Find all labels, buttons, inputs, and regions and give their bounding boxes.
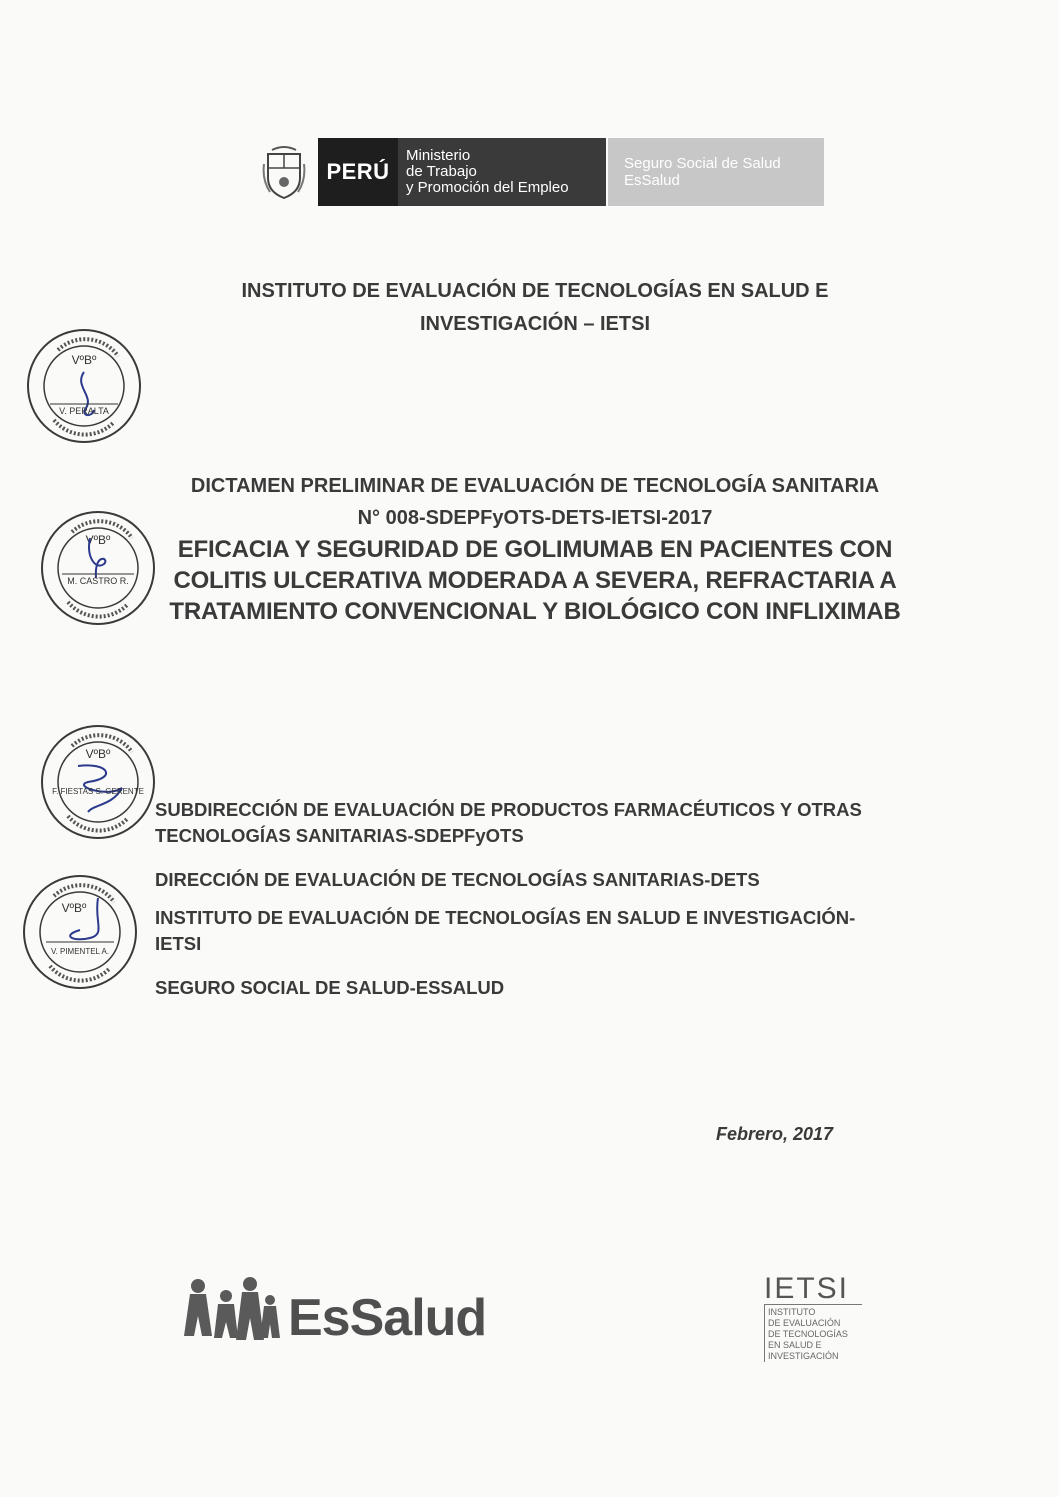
dictamen-heading: [150, 470, 920, 627]
essalud-logo: [178, 1268, 486, 1348]
institute-title-line: INSTITUTO DE EVALUACIÓN DE TECNOLOGÍAS EN SALUD E: [241, 280, 829, 302]
office-line: INSTITUTO DE EVALUACIÓN DE TECNOLOGÍAS EN SALUD E INVESTIGACIÓN-: [155, 907, 856, 928]
approval-seal: [20, 872, 140, 992]
ministry-line: Ministerio: [406, 147, 471, 164]
ietsi-logo: [764, 1274, 874, 1362]
peru-label: PERÚ: [318, 138, 398, 206]
ministry-line: y Promoción del Empleo: [406, 179, 569, 196]
dictamen-subject-line: EFICACIA Y SEGURIDAD DE GOLIMUMAB EN PACIENTES CON: [177, 536, 893, 563]
approval-seal: [24, 326, 144, 446]
ietsi-caption-line: DE TECNOLOGÍAS: [768, 1329, 848, 1339]
office-line: IETSI: [155, 933, 202, 954]
ietsi-caption-line: INVESTIGACIÓN: [768, 1351, 839, 1361]
approval-seal: [38, 508, 158, 628]
office-line: DIRECCIÓN DE EVALUACIÓN DE TECNOLOGÍAS SANITARIAS-DETS: [155, 869, 760, 890]
dictamen-number: N° 008-SDEPFyOTS-DETS-IETSI-2017: [357, 507, 713, 529]
seal-name: V. PERALTA: [59, 406, 109, 416]
seal-name: M. CASTRO R.: [67, 576, 129, 586]
document-date: Febrero, 2017: [716, 1124, 834, 1144]
ietsi-logo-title: IETSI: [764, 1274, 862, 1305]
ministry-label: [398, 138, 606, 206]
office-line: TECNOLOGÍAS SANITARIAS-SDEPFyOTS: [155, 825, 524, 846]
government-header-banner: [256, 138, 824, 206]
seal-vobo: VºBº: [85, 533, 111, 547]
seal-vobo: VºBº: [85, 747, 111, 761]
dictamen-line: DICTAMEN PRELIMINAR DE EVALUACIÓN DE TECNOLOGÍA SANITARIA: [190, 475, 880, 497]
ietsi-caption-line: INSTITUTO: [768, 1307, 816, 1317]
agency-line: EsSalud: [624, 172, 680, 189]
approval-seal: [38, 722, 158, 842]
office-list: [155, 797, 935, 1001]
seal-name: F. FIESTAS S. GERENTE: [52, 787, 144, 796]
peru-coat-of-arms-icon: [256, 138, 312, 206]
ietsi-caption-line: EN SALUD E: [768, 1340, 822, 1350]
office-line: SUBDIRECCIÓN DE EVALUACIÓN DE PRODUCTOS FARMACÉUTICOS Y OTRAS: [155, 799, 862, 820]
ietsi-logo-caption: [764, 1305, 874, 1362]
institute-title: [150, 275, 920, 341]
agency-label: [608, 138, 824, 206]
agency-line: Seguro Social de Salud: [624, 155, 781, 172]
dictamen-subject-line: TRATAMIENTO CONVENCIONAL Y BIOLÓGICO CON INFLIXIMAB: [169, 598, 901, 625]
essalud-logo-text: EsSalud: [288, 1289, 487, 1347]
seal-vobo: VºBº: [61, 901, 87, 915]
family-figures-icon: [178, 1276, 282, 1348]
ietsi-caption-line: DE EVALUACIÓN: [768, 1318, 841, 1328]
ministry-line: de Trabajo: [406, 163, 477, 180]
office-line: SEGURO SOCIAL DE SALUD-ESSALUD: [155, 977, 505, 998]
seal-vobo: VºBº: [71, 353, 97, 367]
dictamen-subject-line: COLITIS ULCERATIVA MODERADA A SEVERA, REFRACTARIA A: [173, 567, 897, 594]
seal-name: V. PIMENTEL A.: [50, 947, 110, 956]
institute-title-line: INVESTIGACIÓN – IETSI: [419, 313, 651, 335]
